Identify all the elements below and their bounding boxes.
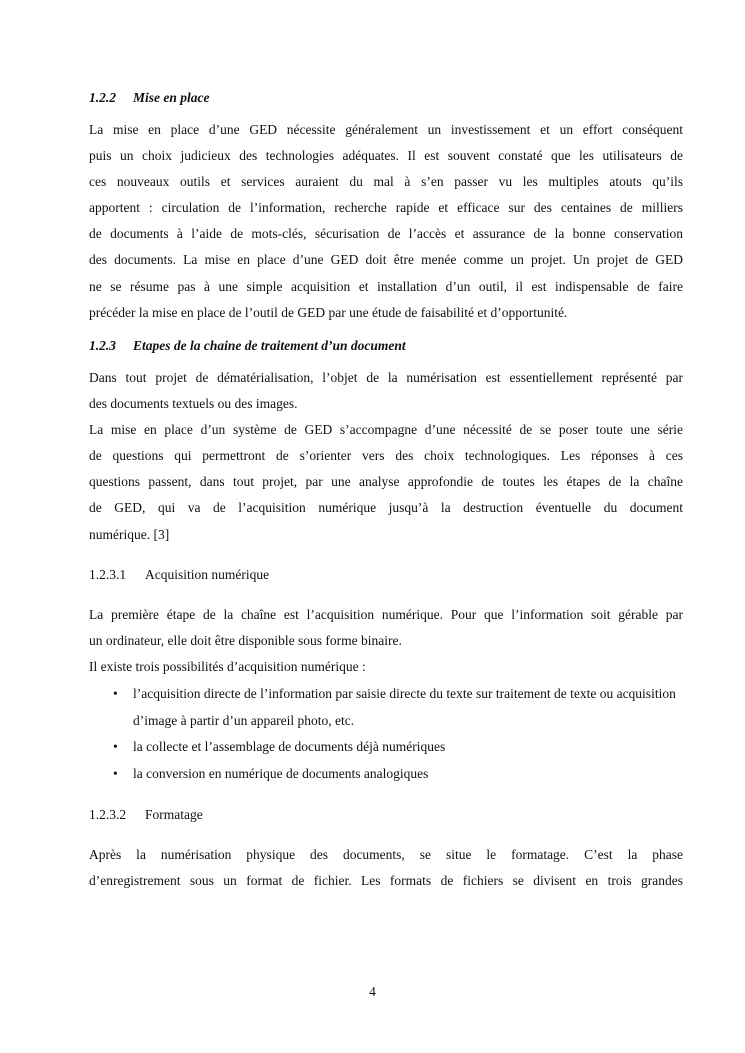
text-line: puis un choix judicieux des technologies adéquates. Il est souvent constaté que les utilisateurs de <box>89 148 683 164</box>
list-item <box>113 681 683 734</box>
text-line: Dans tout projet de dématérialisation, l’objet de la numérisation est essentiellement représenté par <box>89 370 683 385</box>
paragraph-acquisition <box>89 602 683 680</box>
text-line: Après la numérisation physique des documents, se situe le formatage. C’est la phase <box>89 847 683 862</box>
heading-1-2-3 <box>89 336 683 356</box>
text-line: questions passent, dans tout projet, par une analyse approfondie de toutes les étapes de la chaîne <box>89 474 683 490</box>
text-line: apportent : circulation de l’information, recherche rapide et efficace sur des centaines de milliers <box>89 200 683 216</box>
text-line: de questions qui permettront de s’orienter vers des choix technologiques. Les réponses à ces <box>89 448 683 464</box>
list-item-text: la conversion en numérique de documents analogiques <box>133 765 429 781</box>
heading-1-2-3-1 <box>89 565 683 585</box>
heading-title: Formatage <box>145 807 203 822</box>
text-line: des documents. La mise en place d’une GED doit être menée comme un projet. Un projet de GED <box>89 252 683 268</box>
heading-number: 1.2.3.1 <box>89 567 127 582</box>
text-line: La première étape de la chaîne est l’acquisition numérique. Pour que l’information soit gérable par <box>89 607 683 622</box>
heading-number: 1.2.2 <box>89 90 116 105</box>
text-line: La mise en place d’une GED nécessite généralement un investissement et un effort conséquent <box>89 122 683 137</box>
list-item <box>113 734 683 761</box>
text-line: des documents textuels ou des images. <box>89 396 298 412</box>
text-line: de documents à l’aide de mots-clés, sécurisation de l’accès et assurance de la bonne conservation <box>89 226 683 242</box>
text-line: numérique. [3] <box>89 526 170 542</box>
heading-1-2-2 <box>89 88 683 108</box>
text-line: ne se résume pas à une simple acquisition et installation d’un outil, il est indispensable de faire <box>89 278 683 294</box>
paragraph-formatage <box>89 842 683 894</box>
bullet-icon: • <box>113 739 118 754</box>
heading-title: Mise en place <box>133 90 210 105</box>
heading-number: 1.2.3.2 <box>89 807 127 822</box>
text-line: ces nouveaux outils et services auraient du mal à s’en passer vu les multiples atouts qu’ils <box>89 174 683 190</box>
heading-1-2-3-2 <box>89 805 683 825</box>
heading-title: Etapes de la chaine de traitement d’un document <box>133 338 406 353</box>
paragraph-etapes <box>89 365 683 548</box>
list-item-text: l’acquisition directe de l’information par saisie directe du texte sur traitement de texte ou acquisition d’image à partir d’un appareil photo, etc. <box>133 686 676 728</box>
bullet-list <box>113 681 683 787</box>
text-line: La mise en place d’un système de GED s’accompagne d’une nécessité de se poser toute une série <box>89 422 683 438</box>
text-line: d’enregistrement sous un format de fichier. Les formats de fichiers se divisent en trois grandes <box>89 873 683 889</box>
text-line: précéder la mise en place de l’outil de GED par une étude de faisabilité et d’opportunité. <box>89 304 568 320</box>
list-item <box>113 761 683 788</box>
bullet-icon: • <box>113 686 118 701</box>
heading-title: Acquisition numérique <box>145 567 270 582</box>
paragraph-mise-en-place <box>89 117 683 326</box>
heading-number: 1.2.3 <box>89 338 116 353</box>
text-line: un ordinateur, elle doit être disponible sous forme binaire. <box>89 633 402 649</box>
text-line: Il existe trois possibilités d’acquisition numérique : <box>89 659 366 675</box>
text-line: de GED, qui va de l’acquisition numérique jusqu’à la destruction éventuelle du document <box>89 500 683 516</box>
list-item-text: la collecte et l’assemblage de documents déjà numériques <box>133 739 446 754</box>
page-number: 4 <box>369 984 376 999</box>
bullet-icon: • <box>113 765 118 781</box>
